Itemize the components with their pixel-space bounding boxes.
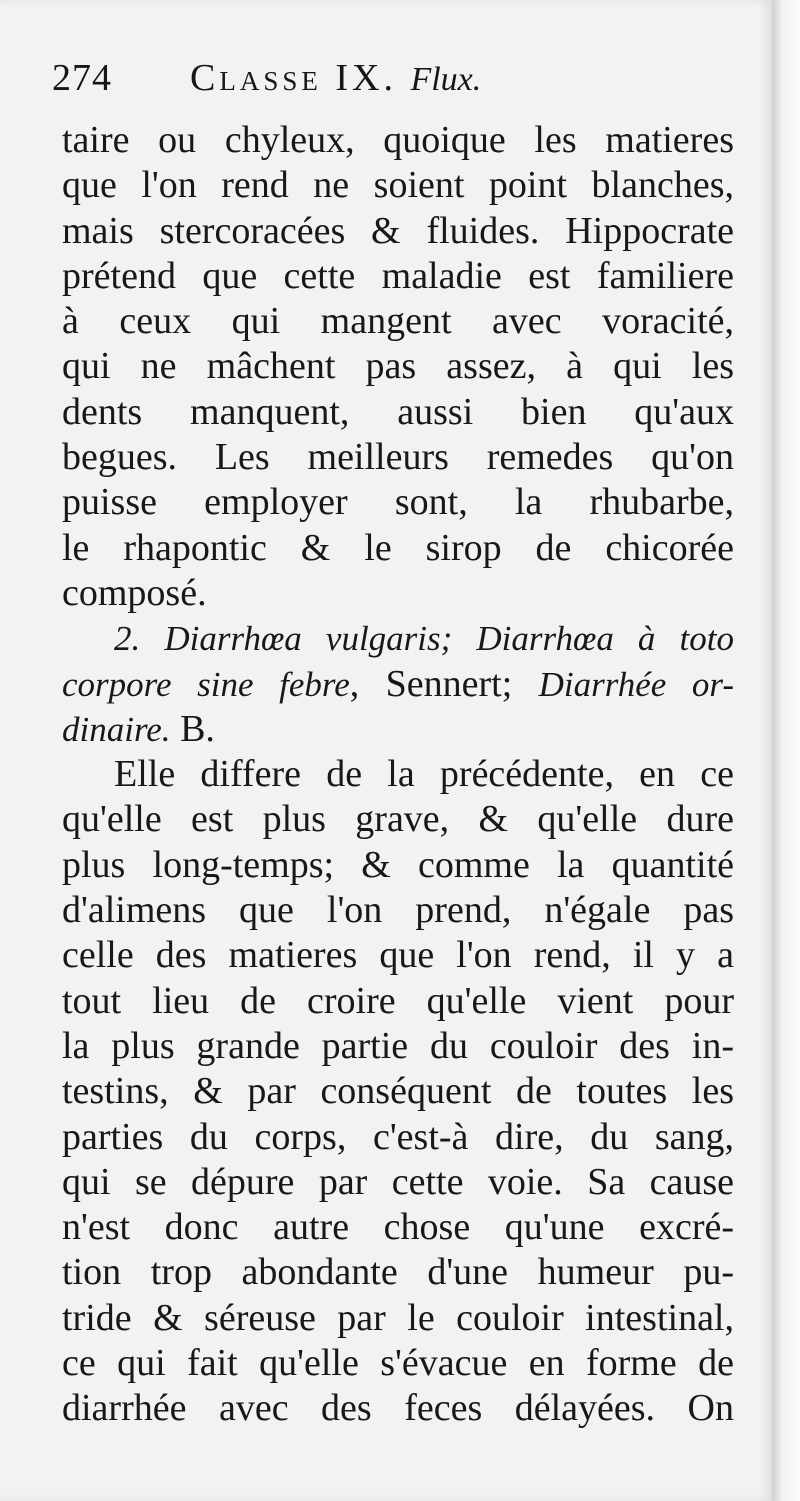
text-line: begues. Les meilleurs remedes qu'on [62,436,734,479]
text-line: qui ne mâchent pas assez, à qui les [62,345,734,388]
text-roman: , Sennert; [349,662,539,705]
text-line: à ceux qui mangent avec voracité, [62,300,734,343]
text-line: tion trop abondante d'une humeur pu- [62,1251,734,1294]
text-line: qui se dépure par cette voie. Sa cause [62,1160,734,1203]
text-line [62,707,734,752]
text-line: 2. Diarrhœa vulgaris; Diarrhœa à toto [114,619,734,659]
text-line: diarrhée avec des feces délayées. On [62,1387,734,1430]
text-line: tride & séreuse par le couloir intestinal, [62,1296,734,1339]
text-italic: Diarrhée or- [538,664,734,704]
page-number: 274 [52,57,112,99]
text-line [62,662,734,707]
text-line: testins, & par conséquent de toutes les [62,1070,734,1113]
text-line: le rhapontic & le sirop de chicorée [62,526,734,569]
text-line: mais stercoracées & fluides. Hippocrate [62,209,734,252]
text-italic: dinaire. [62,709,171,749]
text-line: dents manquent, aussi bien qu'aux [62,390,734,433]
text-line: que l'on rend ne soient point blanches, [62,164,734,207]
paragraph-2-heading [62,616,734,752]
text-line: qu'elle est plus grave, & qu'elle dure [62,798,734,841]
text-roman: B. [170,707,215,750]
paragraph-3 [62,752,734,1431]
text-line: puisse employer sont, la rhubarbe, [62,481,734,524]
text-line: parties du corps, c'est-à dire, du sang, [62,1115,734,1158]
running-title [190,56,481,100]
text-line: Elle differe de la précédente, en ce [114,753,734,796]
text-line: ce qui fait qu'elle s'évacue en forme de [62,1342,734,1385]
page-header [52,52,742,112]
text-line: composé. [62,571,207,614]
text-line: la plus grande partie du couloir des in- [62,1024,734,1067]
text-italic: corpore sine febre [62,664,350,704]
page-edge [772,0,800,1501]
text-line: plus long-temps; & comme la quantité [62,843,734,886]
text-line: taire ou chyleux, quoique les matieres [62,119,734,161]
running-title-italic: Flux. [410,61,482,98]
text-line: prétend que cette maladie est familiere [62,254,734,297]
text-line: celle des matieres que l'on rend, il y a [62,934,734,977]
paragraph-1 [62,118,734,616]
text-line: n'est donc autre chose qu'une excré- [62,1206,734,1249]
running-title-text: Classe IX. [190,57,397,99]
text-line: tout lieu de croire qu'elle vient pour [62,979,734,1022]
page-body [62,118,734,1432]
text-line: d'alimens que l'on prend, n'égale pas [62,889,734,932]
